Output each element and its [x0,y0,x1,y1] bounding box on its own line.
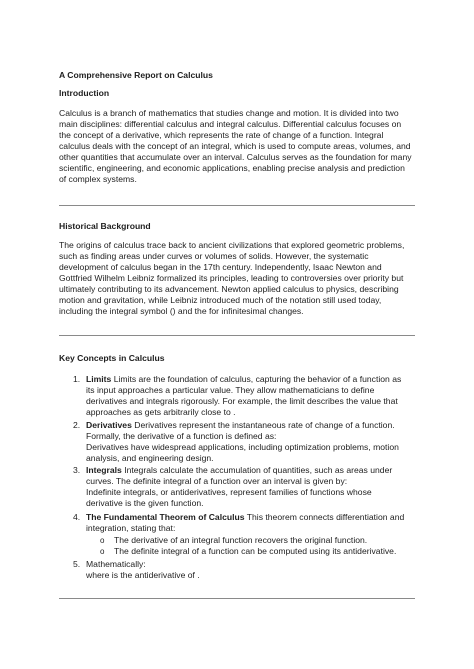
paragraph-line: Calculus is a branch of mathematics that studies change and motion. It is divided into two [59,108,399,118]
paragraph-line: the concept of a derivative, which represents the rate of change of a function. Integral [59,130,384,140]
list-item-text: This theorem connects differentiation and [244,512,405,522]
introduction-paragraph [59,108,419,185]
list-item-line: derivatives and integrals rigorously. For example, the limit describes the value that [86,396,398,406]
list-item-first-line: Mathematically: [86,559,146,569]
list-number: 1. [73,374,81,384]
section-divider [59,598,415,599]
paragraph-line: Gottfried Wilhelm Leibniz formalized its principles, leading to controversies over priority but [59,273,404,283]
sub-bullet-icon: o [100,547,105,556]
section-heading-key-concepts: Key Concepts in Calculus [59,353,165,363]
history-paragraph [59,240,419,317]
list-item-line: approaches as gets arbitrarily close to . [86,407,236,417]
list-item-mathematically [86,559,426,581]
list-item-line: Derivatives have widespread applications, including optimization problems, motion [86,442,399,452]
list-number: 3. [73,465,81,475]
list-item-text: Integrals calculate the accumulation of quantities, such as areas under [121,465,393,475]
paragraph-line: scientific, engineering, and economic applications, enabling precise analysis and prediction [59,163,405,173]
section-heading-introduction: Introduction [59,88,110,98]
sub-list-item: The definite integral of a function can be computed using its antiderivative. [114,546,397,556]
list-item-integrals [86,465,426,509]
list-item-line: Indefinite integrals, or antiderivatives, represent families of functions whose [86,487,372,497]
list-item-first-line [86,374,426,385]
list-item-line: curves. The definite integral of a function over an interval is given by: [86,476,348,486]
paragraph-line: The origins of calculus trace back to ancient civilizations that explored geometric problems, [59,240,405,250]
list-item-term: Limits [86,374,112,384]
section-divider [59,335,415,336]
section-divider [59,205,415,206]
list-item-line: integration, stating that: [86,523,176,533]
list-item-line: where is the antiderivative of . [86,570,200,580]
paragraph-line: development of calculus began in the 17th century. Independently, Isaac Newton and [59,262,382,272]
document-title: A Comprehensive Report on Calculus [59,70,213,80]
sub-bullet-icon: o [100,536,105,545]
list-number: 2. [73,420,81,430]
list-item-first-line [86,465,426,476]
list-item-term: Derivatives [86,420,132,430]
list-item-first-line [86,420,426,431]
list-number: 4. [73,512,81,522]
list-item-line: its input approaches a particular value. They allow mathematicians to define [86,385,375,395]
section-heading-historical-background: Historical Background [59,221,151,231]
list-item-term: Integrals [86,465,122,475]
paragraph-line: motion and gravitation, while Leibniz introduced much of the notation still used today, [59,295,382,305]
list-item-limits [86,374,426,418]
paragraph-line: of complex systems. [59,174,137,184]
list-item-line: analysis, and engineering design. [86,453,214,463]
list-item-text: Limits are the foundation of calculus, capturing the behavior of a function as [111,374,402,384]
paragraph-line: other quantities that accumulate over an interval. Calculus serves as the foundation for many [59,152,412,162]
paragraph-line: calculus deals with the concept of an integral, which is used to compute areas, volumes, and [59,141,411,151]
list-item-first-line [86,512,426,523]
paragraph-line: main disciplines: differential calculus and integral calculus. Differential calculus focuses on [59,119,402,129]
paragraph-line: such as finding areas under curves or volumes of solids. However, the systematic [59,251,369,261]
list-item-line: derivative is the given function. [86,498,204,508]
list-item-term: The Fundamental Theorem of Calculus [86,512,245,522]
list-item-text: Derivatives represent the instantaneous rate of change of a function. [131,420,395,430]
list-item-derivatives [86,420,426,464]
list-number: 5. [73,559,81,569]
paragraph-line: including the integral symbol () and the for infinitesimal changes. [59,306,304,316]
paragraph-line: ultimately contributing to its advancement. Newton applied calculus to physics, describing [59,284,399,294]
list-item-fundamental-theorem [86,512,426,534]
list-item-line: Formally, the derivative of a function is defined as: [86,431,277,441]
sub-list-item: The derivative of an integral function recovers the original function. [114,535,368,545]
